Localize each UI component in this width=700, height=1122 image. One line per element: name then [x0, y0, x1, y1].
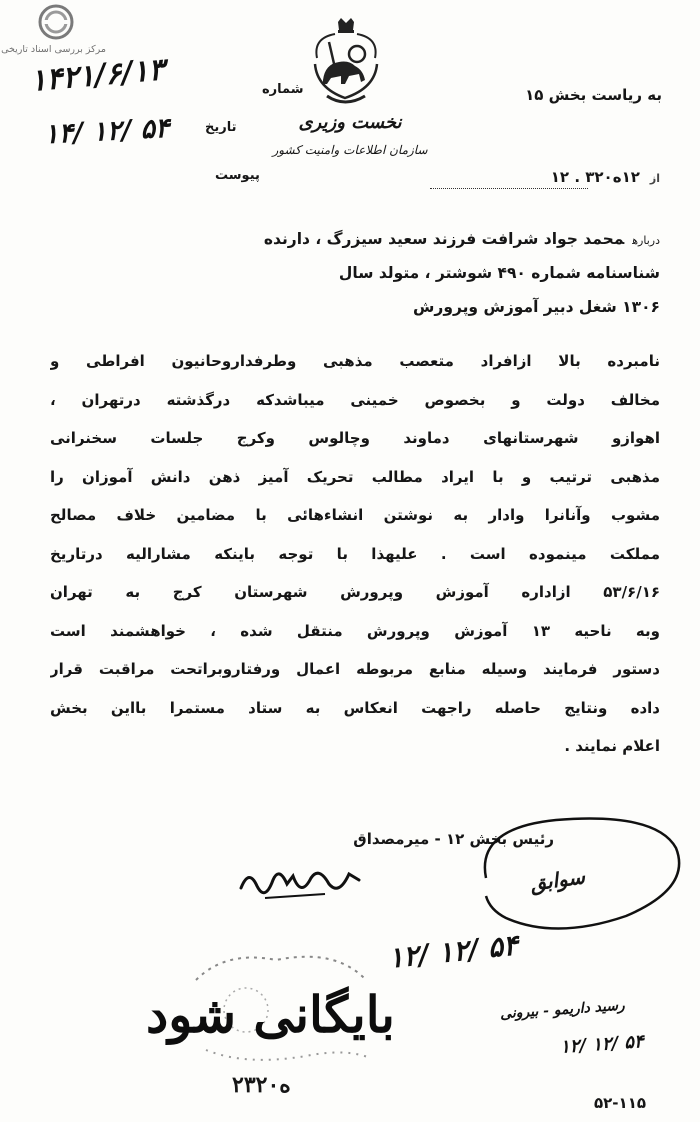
letter-number-label: شماره [262, 82, 304, 97]
recipient-line: به ریاست بخش ۱۵ [525, 86, 662, 104]
letter-body [50, 342, 660, 766]
attachment-label: پیوست [215, 168, 260, 183]
body-line: مملکت مینموده است . علیهذا با توجه باینکه مشارالیه درتاریخ [50, 544, 660, 563]
receipt-note-line: رسید داریمو - بیرونی [499, 997, 626, 1023]
reference-dotted-line [430, 188, 588, 189]
handwritten-date: ۱۲/ ۱۲/ ۵۴ [386, 928, 520, 975]
subject-line: دربارهمحمد جواد شرافت فرزند سعید سیزرگ ، دارنده [263, 230, 660, 248]
reference-value: ۱۲ه۳۲۰ . ۱۲ [550, 168, 640, 186]
letter-date-label: تاریخ [205, 120, 237, 135]
archive-logo-icon [38, 4, 74, 40]
reference-line [551, 168, 660, 186]
circled-annotation-text: سوابق [528, 864, 587, 896]
body-line: اهوازو شهرستانهای دماوند وچالوس وکرج جلسات سخنرانی [50, 429, 660, 447]
letter-date-value: ۱۴/ ۱۲/ ۵۴ [43, 112, 171, 151]
receipt-note [499, 997, 676, 1070]
body-line: نامبرده بالا ازافراد متعصب مذهبی وطرفداروحانیون افراطی و [50, 352, 660, 370]
subject-prefix: درباره [632, 234, 660, 247]
letter-number-value: ۱۴۲۱/۶/۱۳ [28, 52, 166, 99]
receipt-note-date: ۱۲/ ۱۲/ ۵۴ [559, 1031, 645, 1058]
subject-line: ۱۳۰۶ شغل دبیر آموزش وپرورش [413, 298, 660, 316]
body-line: اعلام نمایند . [564, 737, 660, 755]
organization-name: نخست وزیری [298, 112, 402, 133]
handwritten-signature-icon [235, 858, 365, 908]
document-code: ۵۲-۱۱۵ [594, 1094, 647, 1112]
lion-and-sun-crown-emblem-icon [305, 18, 387, 110]
body-line: داده ونتایج حاصله راجهت انعکاس به ستاد مستمرا بااین بخش [50, 698, 660, 717]
body-line: ۵۳/۶/۱۶ ازاداره آموزش وپرورش شهرستان کرج به تهران [50, 583, 660, 601]
reference-prefix: از [649, 172, 660, 185]
watermark-text: مرکز بررسی اسناد تاریخی [1, 44, 106, 55]
body-line: دستور فرمایند وسیله منابع مربوطه اعمال ورفتاروبراتحت مراقبت قرار [50, 660, 660, 678]
organization-subtitle: سازمان اطلاعات وامنیت کشور [272, 143, 428, 157]
subject-line: شناسنامه شماره ۴۹۰ شوشتر ، متولد سال [338, 264, 660, 282]
subject-block [60, 222, 660, 324]
archive-stamp-text: بایگانی شود [146, 985, 395, 1044]
body-line: وبه ناحیه ۱۳ آموزش وپرورش منتقل شده ، خواهشمند است [50, 621, 660, 640]
body-line: مشوب وآنانرا وادار به نوشتن انشاءهائی با مضامین خلاف مصالح [50, 506, 660, 524]
body-line: مذهبی ترتیب و با ایراد مطالب تحریک آمیز ذهن دانش آموزان را [50, 467, 660, 486]
body-line: مخالف دولت و بخصوص خمینی میباشدکه درگذشته درتهران ، [50, 390, 660, 409]
stamp-number: ۲ه۳۲۰ [232, 1072, 291, 1098]
signatory-title: رئیس بخش ۱۲ - میرمصداق [353, 830, 554, 848]
